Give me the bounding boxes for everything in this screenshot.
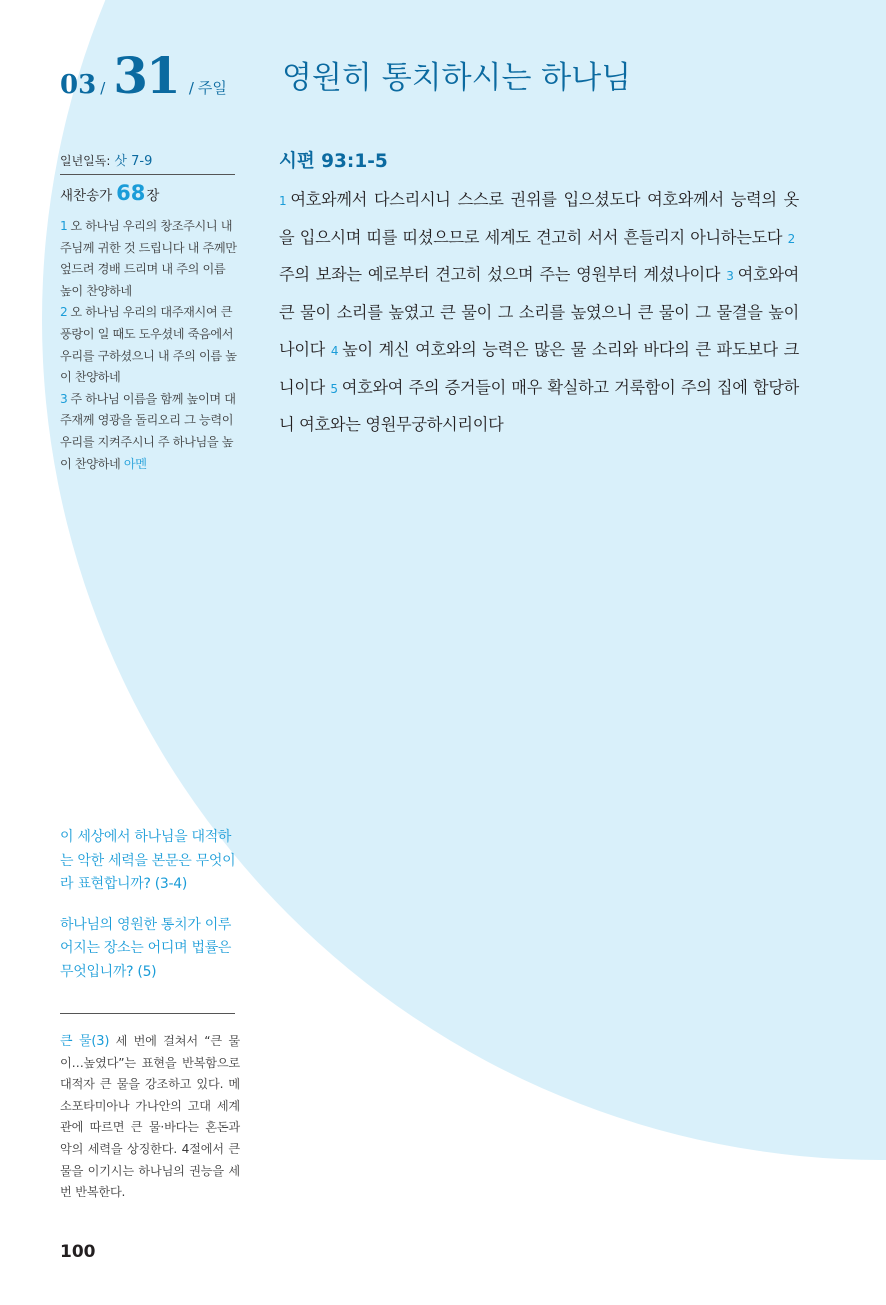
hymn-verse-text: 주 하나님 이름을 함께 높이며 대주재께 영광을 돌리오리 그 능력이 우리를 지켜주시니 주 하나님을 높이 찬양하네 [60,391,236,471]
verse-text: 여호와께서 다스리시니 스스로 권위를 입으셨도다 여호와께서 능력의 옷을 입으시며 띠를 띠셨으므로 세계도 견고히 서서 흔들리지 아니하는도다 [279,190,799,247]
date-weekday: 주일 [197,79,227,97]
date-separator: / [100,79,106,97]
hymn-heading [60,181,159,205]
hymn-verse [60,302,237,388]
divider [60,1013,235,1014]
verse-number: 5 [330,381,338,396]
date-day: 31 [113,46,179,105]
page-number: 100 [60,1242,96,1262]
divider [60,174,235,175]
hymn-number: 68 [116,181,146,205]
hymn-verse-number: 2 [60,305,68,320]
question-item: 이 세상에서 하나님을 대적하는 악한 세력을 본문은 무엇이라 표현합니까? (3-4) [60,829,236,892]
verse-number: 3 [726,269,734,284]
amen: 아멘 [123,456,147,471]
reading-reference: 삿 7-9 [114,154,153,169]
hymn-verse [60,216,237,302]
hymn-verse-number: 1 [60,219,68,233]
passage-reference: 시편 93:1-5 [279,151,388,172]
reading-label: 일년일독: [60,154,111,168]
yearly-reading [60,150,235,169]
hymn-verse-number: 3 [60,391,68,406]
verse-text: 주의 보좌는 예로부터 견고히 섰으며 주는 영원부터 계셨나이다 [279,265,721,285]
hymn-verse-text: 오 하나님 우리의 창조주시니 내 주님께 귀한 것 드립니다 내 주께만 엎드려 경배 드리며 내 주의 이름 높이 찬양하네 [60,219,237,298]
hymn-verse [60,389,237,475]
verse-number: 2 [787,231,795,246]
weekday-separator: / [188,79,194,97]
date-month: 03 [60,70,97,100]
verse-number: 1 [279,194,287,208]
verse-number: 4 [330,343,339,358]
verse-text: 여호와여 큰 물이 소리를 높였고 큰 물이 그 소리를 높였으니 큰 물이 그 물결을 높이나이다 [279,265,799,359]
study-note [60,1031,240,1204]
question-item: 하나님의 영원한 통치가 이루어지는 장소는 어디며 법률은 무엇입니까? (5) [60,916,232,980]
hymn-prefix: 새찬송가 [60,188,113,204]
meditation-questions [60,826,240,1001]
note-term: 큰 물(3) [60,1034,110,1049]
hymn-suffix: 장 [146,188,160,204]
verse-text: 높이 계신 여호와의 능력은 많은 물 소리와 바다의 큰 파도보다 크니이다 [279,339,799,397]
hymn-lyrics [60,216,237,475]
page-title: 영원히 통치하시는 하나님 [282,60,632,96]
verse-text: 여호와여 주의 증거들이 매우 확실하고 거룩함이 주의 집에 합당하니 여호와는 영원무궁하시리이다 [279,377,799,435]
note-text: 세 번에 걸쳐서 “큰 물이…높였다”는 표현을 반복함으로 대적자 큰 물을 강조하고 있다. 메소포타미아나 가나안의 고대 세계관에 따르면 큰 물·바다는 혼돈과 악의 세력을 상징한다. 4절에서 큰 물을 이기시는 하나님의 권능을 세 번 반복한다. [60,1034,240,1200]
hymn-verse-text: 오 하나님 우리의 대주재시여 큰 풍랑이 일 때도 도우셨네 죽음에서 우리를 구하셨으니 내 주의 이름 높이 찬양하네 [60,305,237,385]
scripture-passage [279,182,799,444]
date-block [60,46,227,105]
